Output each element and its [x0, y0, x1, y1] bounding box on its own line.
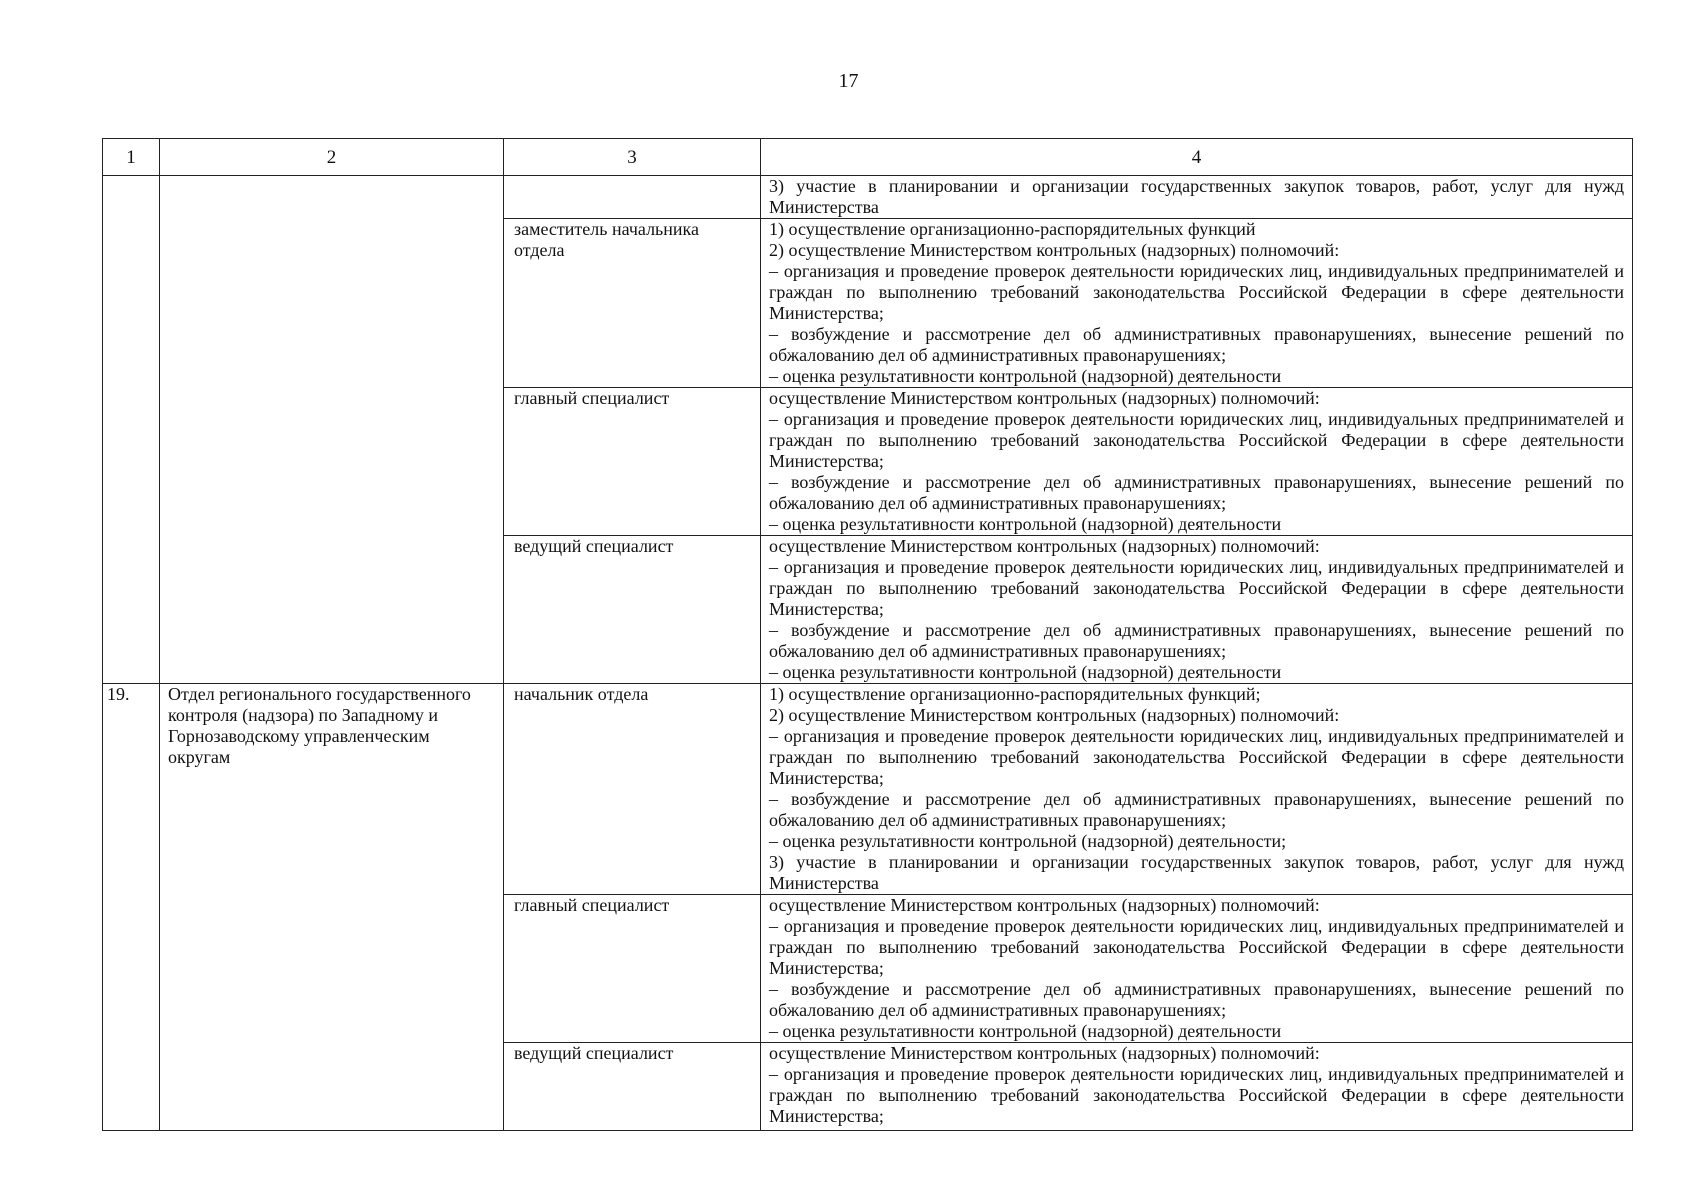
- duties-cell: [761, 1043, 1633, 1131]
- duty-item: – возбуждение и рассмотрение дел об административных правонарушениях, вынесение решений по обжалованию дел об административных правонарушениях;: [769, 979, 1624, 1020]
- duties-cell: [761, 536, 1633, 684]
- duties-table: [102, 138, 1633, 1131]
- position-cell: главный специалист: [504, 895, 761, 1043]
- column-header-1: 1: [103, 139, 160, 176]
- duties-cell: [761, 388, 1633, 536]
- position-cell: [504, 176, 761, 219]
- column-header-4: 4: [761, 139, 1633, 176]
- position-cell: главный специалист: [504, 388, 761, 536]
- duty-item: 3) участие в планировании и организации государственных закупок товаров, работ, услуг для нужд Министерства: [769, 852, 1624, 893]
- duty-item: 2) осуществление Министерством контрольных (надзорных) полномочий:: [769, 705, 1340, 725]
- column-header-3: 3: [504, 139, 761, 176]
- duty-item: – возбуждение и рассмотрение дел об административных правонарушениях, вынесение решений по обжалованию дел об административных правонарушениях;: [769, 789, 1624, 830]
- duty-item: 2) осуществление Министерством контрольных (надзорных) полномочий:: [769, 240, 1340, 260]
- table-header-row: [103, 139, 1633, 176]
- table-row: [103, 176, 1633, 219]
- page-number: 17: [838, 70, 859, 92]
- duties-cell: [761, 895, 1633, 1043]
- duty-item: 1) осуществление организационно-распорядительных функций;: [769, 684, 1261, 704]
- department-cell: Отдел регионального государственного контроля (надзора) по Западному и Горнозаводскому управленческим округам: [160, 684, 504, 1131]
- duties-cell: [761, 219, 1633, 388]
- duty-item: – организация и проведение проверок деятельности юридических лиц, индивидуальных предпринимателей и граждан по выполнению требований законодательства Российской Федерации в сфере деятельности Министерства;: [769, 409, 1624, 471]
- department-cell: [160, 176, 504, 684]
- position-cell: ведущий специалист: [504, 1043, 761, 1131]
- table-row: [103, 684, 1633, 895]
- duty-item: осуществление Министерством контрольных (надзорных) полномочий:: [769, 536, 1320, 556]
- duties-cell: [761, 684, 1633, 895]
- duty-item: 1) осуществление организационно-распорядительных функций: [769, 219, 1256, 239]
- duty-item: – организация и проведение проверок деятельности юридических лиц, индивидуальных предпринимателей и граждан по выполнению требований законодательства Российской Федерации в сфере деятельности Министерства;: [769, 1064, 1624, 1126]
- position-cell: ведущий специалист: [504, 536, 761, 684]
- duty-item: – возбуждение и рассмотрение дел об административных правонарушениях, вынесение решений по обжалованию дел об административных правонарушениях;: [769, 472, 1624, 513]
- duty-item: 3) участие в планировании и организации государственных закупок товаров, работ, услуг для нужд Министерства: [769, 176, 1624, 217]
- duty-item: – организация и проведение проверок деятельности юридических лиц, индивидуальных предпринимателей и граждан по выполнению требований законодательства Российской Федерации в сфере деятельности Министерства;: [769, 261, 1624, 323]
- duty-item: – возбуждение и рассмотрение дел об административных правонарушениях, вынесение решений по обжалованию дел об административных правонарушениях;: [769, 324, 1624, 365]
- duty-item: осуществление Министерством контрольных (надзорных) полномочий:: [769, 895, 1320, 915]
- duty-item: – организация и проведение проверок деятельности юридических лиц, индивидуальных предпринимателей и граждан по выполнению требований законодательства Российской Федерации в сфере деятельности Министерства;: [769, 916, 1624, 978]
- duty-item: – организация и проведение проверок деятельности юридических лиц, индивидуальных предпринимателей и граждан по выполнению требований законодательства Российской Федерации в сфере деятельности Министерства;: [769, 557, 1624, 619]
- position-cell: заместитель начальника отдела: [504, 219, 761, 388]
- row-number-cell: [103, 176, 160, 684]
- duty-item: – оценка результативности контрольной (надзорной) деятельности;: [769, 831, 1287, 851]
- duty-item: – оценка результативности контрольной (надзорной) деятельности: [769, 366, 1282, 386]
- column-header-2: 2: [160, 139, 504, 176]
- duties-cell: [761, 176, 1633, 219]
- duty-item: осуществление Министерством контрольных (надзорных) полномочий:: [769, 1043, 1320, 1063]
- position-cell: начальник отдела: [504, 684, 761, 895]
- duty-item: – возбуждение и рассмотрение дел об административных правонарушениях, вынесение решений по обжалованию дел об административных правонарушениях;: [769, 620, 1624, 661]
- duty-item: – оценка результативности контрольной (надзорной) деятельности: [769, 1021, 1282, 1041]
- duty-item: – оценка результативности контрольной (надзорной) деятельности: [769, 514, 1282, 534]
- duty-item: – оценка результативности контрольной (надзорной) деятельности: [769, 662, 1282, 682]
- row-number-cell: 19.: [103, 684, 160, 1131]
- duty-item: осуществление Министерством контрольных (надзорных) полномочий:: [769, 388, 1320, 408]
- duty-item: – организация и проведение проверок деятельности юридических лиц, индивидуальных предпринимателей и граждан по выполнению требований законодательства Российской Федерации в сфере деятельности Министерства;: [769, 726, 1624, 788]
